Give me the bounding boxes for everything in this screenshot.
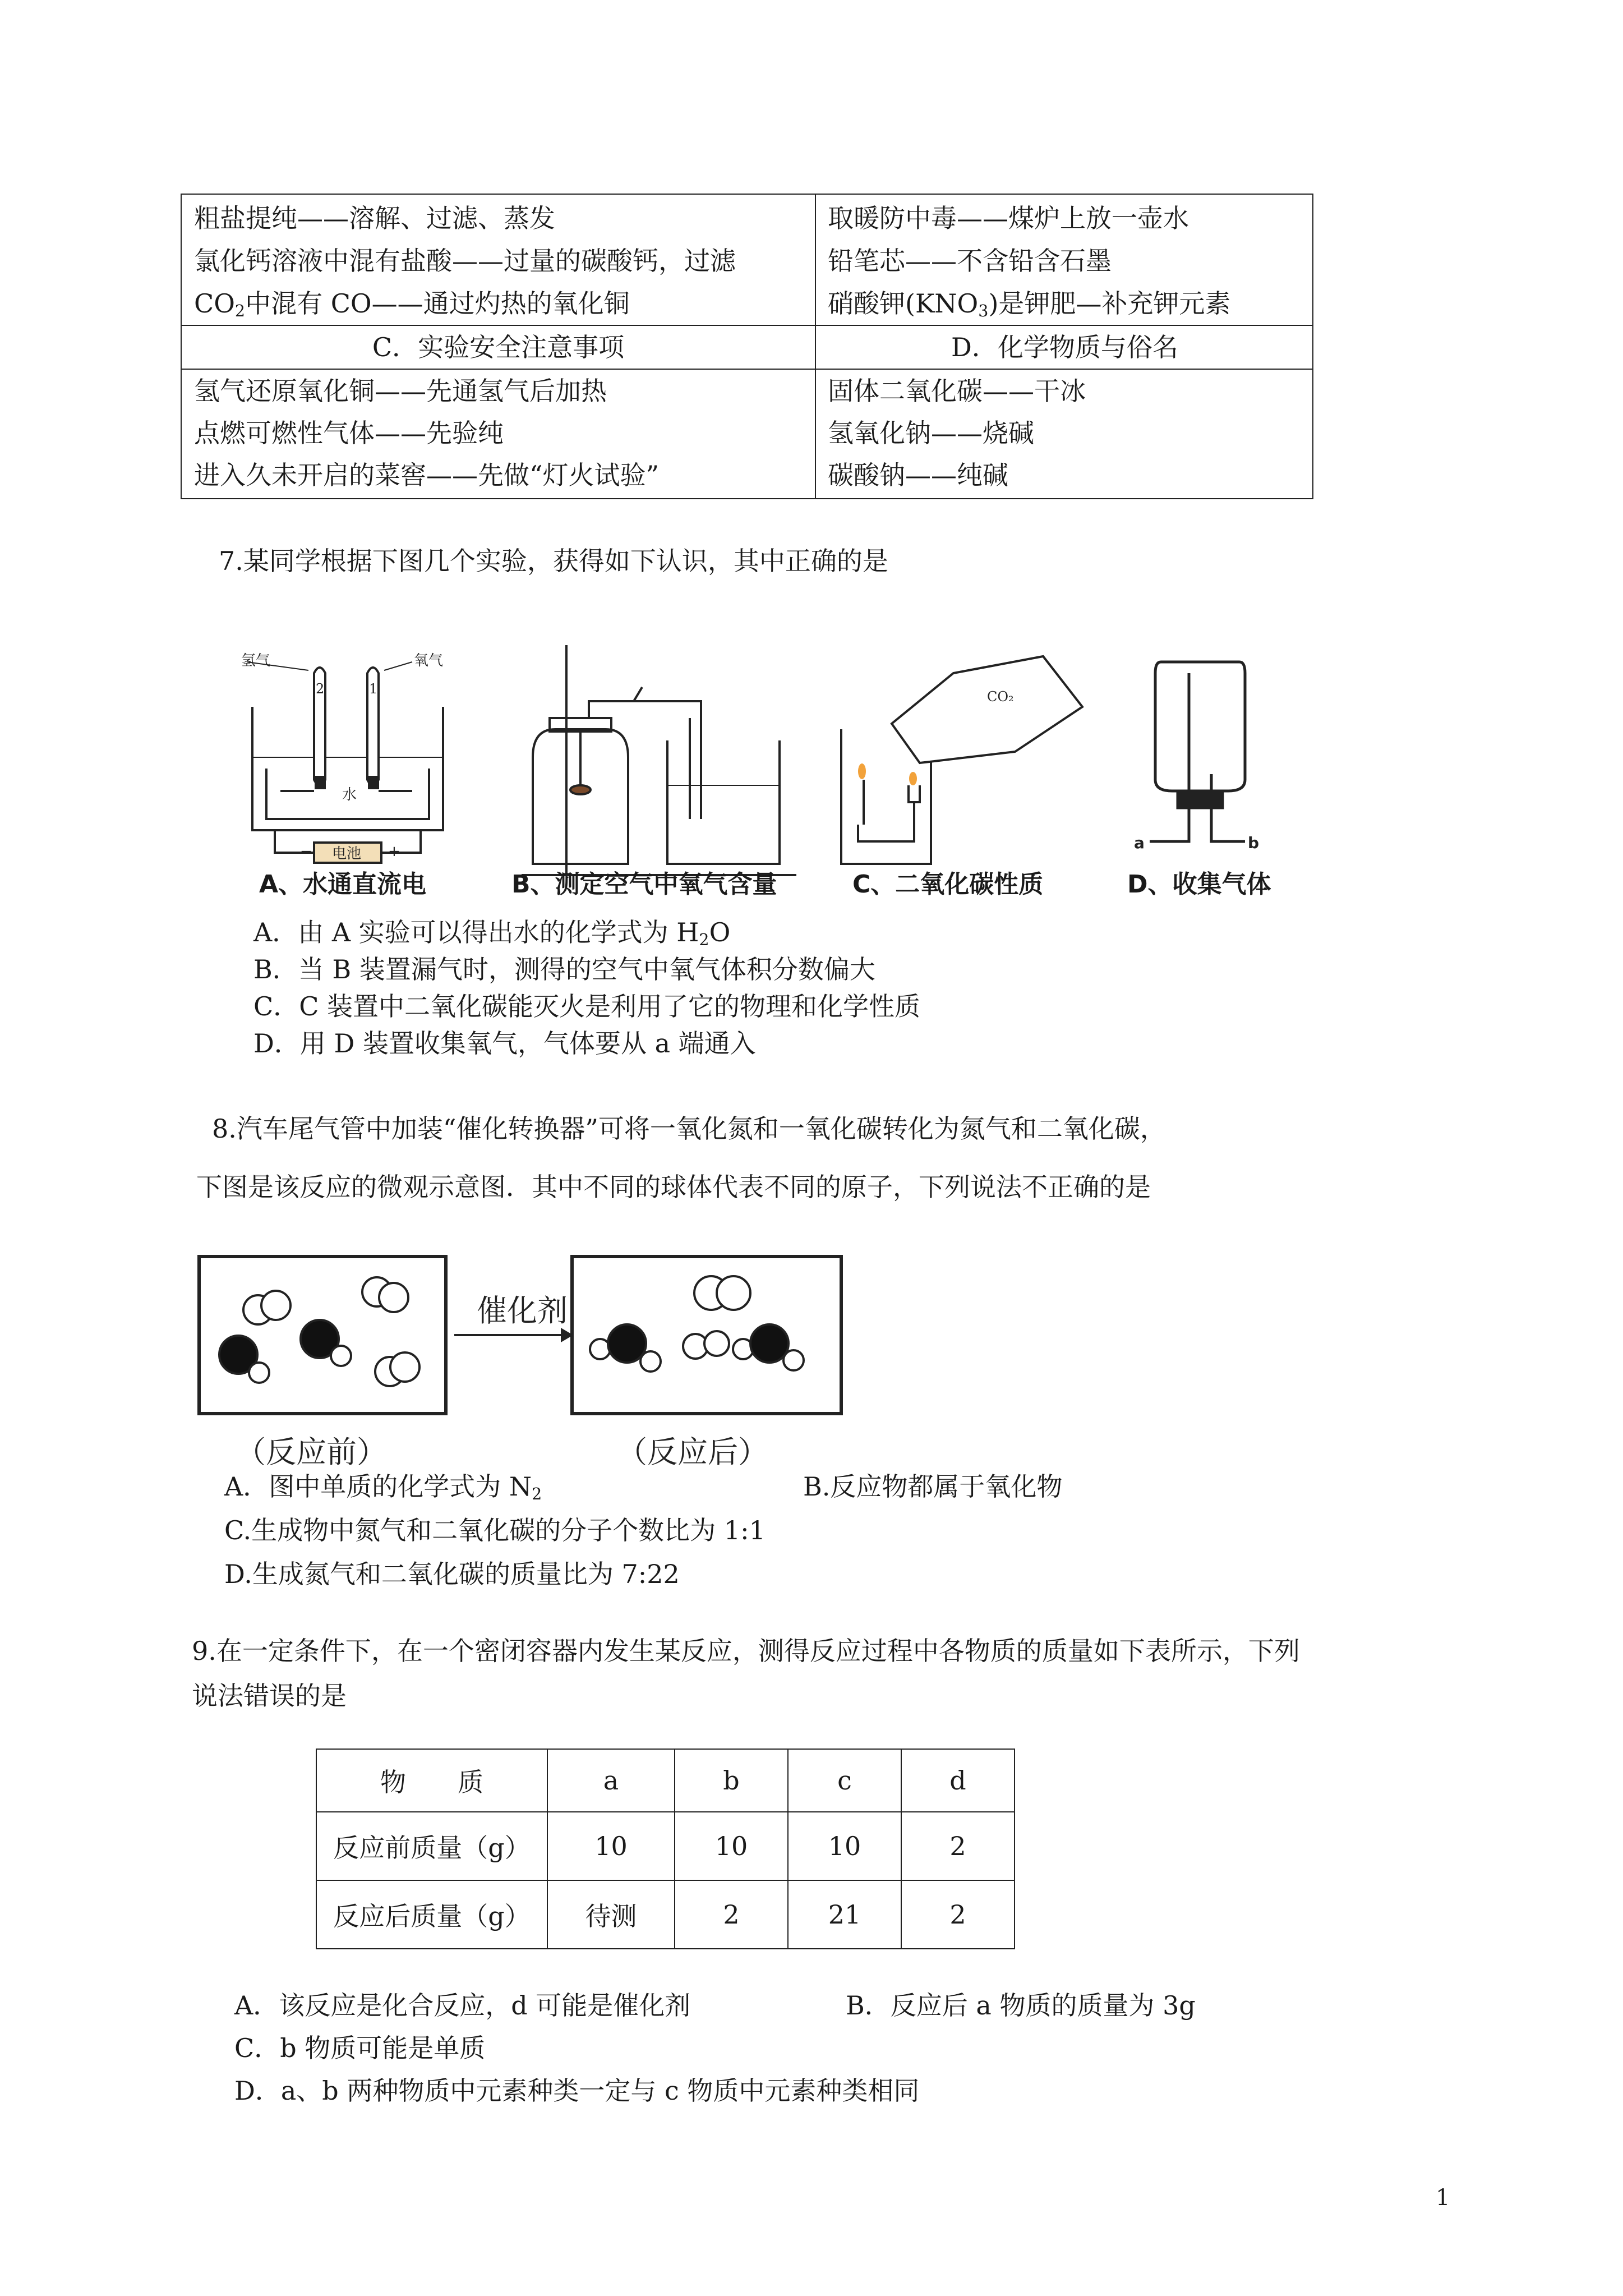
label-a: a: [1134, 834, 1145, 852]
page-number: 1: [1436, 2185, 1450, 2211]
table-cell-left-2: 氯化钙溶液中混有盐酸——过量的碳酸钙，过滤: [194, 246, 736, 276]
minus-sign: −: [300, 843, 312, 860]
plus-sign: +: [388, 843, 400, 860]
table-cell-c-2: 点燃可燃性气体——先验纯: [194, 418, 504, 448]
table-header-cell: b: [675, 1749, 788, 1812]
table-header-c: C．实验安全注意事项: [372, 332, 625, 362]
label-o2: 氧气: [414, 652, 444, 669]
table-cell-d-2: 氢氧化钠——烧碱: [828, 418, 1034, 448]
tube-label-2: 2: [316, 681, 325, 697]
table-cell-right-2: 铅笔芯——不含铅含石墨: [828, 246, 1112, 276]
oxygen-measure-apparatus: [522, 645, 796, 875]
q7-option-c: C．C 装置中二氧化碳能灭火是利用了它的物理和化学性质: [253, 991, 921, 1022]
gas-collection-bottle: [1150, 662, 1245, 841]
table-cell: 21: [788, 1880, 901, 1949]
molecules-after: [590, 1276, 804, 1372]
knowledge-table: [181, 194, 1313, 499]
table-cell-left-1: 粗盐提纯——溶解、过滤、蒸发: [194, 203, 555, 233]
catalyst-label: 催化剂: [477, 1293, 568, 1328]
q8-option-d: D.生成氮气和二氧化碳的质量比为 7:22: [224, 1559, 680, 1589]
table-header-cell: a: [547, 1749, 675, 1812]
label-b: b: [1248, 834, 1260, 852]
table-cell-c-1: 氢气还原氧化铜——先通氢气后加热: [194, 376, 607, 406]
tube-label-1: 1: [369, 681, 378, 697]
before-label: （反应前）: [236, 1434, 387, 1470]
q7-option-d: D．用 D 装置收集氧气，气体要从 a 端通入: [253, 1028, 756, 1059]
q7-figure: [241, 639, 1307, 898]
q9-option-b: B．反应后 a 物质的质量为 3g: [846, 1990, 1196, 2021]
fig-label-d: D、收集气体: [1127, 870, 1271, 899]
table-cell: 2: [901, 1880, 1015, 1949]
q9-option-a: A．该反应是化合反应，d 可能是催化剂: [234, 1990, 691, 2021]
table-cell: 2: [675, 1880, 788, 1949]
table-cell: 待测: [547, 1880, 675, 1949]
table-cell-right-1: 取暖防中毒——煤炉上放一壶水: [828, 203, 1189, 233]
electrolysis-apparatus: [247, 662, 443, 863]
table-header-row: [316, 1749, 1015, 1812]
table-header-cell: d: [901, 1749, 1015, 1812]
fig-label-a: A、水通直流电: [259, 870, 427, 899]
fig-label-c: C、二氧化碳性质: [852, 870, 1044, 899]
q7-option-a: A．由 A 实验可以得出水的化学式为 $H_2O$: [253, 917, 731, 950]
q8-stem-line1: 8.汽车尾气管中加装“催化转换器”可将一氧化氮和一氧化碳转化为氮气和二氧化碳，: [212, 1114, 1166, 1144]
label-co2: CO₂: [987, 689, 1014, 705]
q9-stem-line1: 9.在一定条件下，在一个密闭容器内发生某反应，测得反应过程中各物质的质量如下表所示，下列: [192, 1636, 1300, 1666]
table-cell: 10: [675, 1812, 788, 1880]
table-header-cell: c: [788, 1749, 901, 1812]
q8-option-b: B.反应物都属于氧化物: [803, 1471, 1063, 1502]
mass-table: [316, 1749, 1015, 1949]
q8-figure: [196, 1254, 847, 1484]
table-cell-left-3: $CO_2$中混有 CO——通过灼热的氧化铜: [194, 288, 630, 321]
q7-option-b: B．当 B 装置漏气时，测得的空气中氧气体积分数偏大: [253, 954, 875, 984]
table-cell: 10: [788, 1812, 901, 1880]
table-cell: 反应后质量（g）: [316, 1880, 547, 1949]
after-label: （反应后）: [617, 1434, 768, 1470]
q9-option-c: C．b 物质可能是单质: [234, 2033, 486, 2063]
q8-option-a: A．图中单质的化学式为 $N_2$: [224, 1471, 542, 1504]
table-header-d: D．化学物质与俗名: [951, 332, 1178, 362]
table-cell: 反应前质量（g）: [316, 1812, 547, 1880]
table-cell-d-1: 固体二氧化碳——干冰: [828, 376, 1086, 406]
label-water: 水: [342, 786, 357, 803]
table-cell: 10: [547, 1812, 675, 1880]
fig-label-b: B、测定空气中氧气含量: [511, 870, 777, 899]
table-cell-d-3: 碳酸钠——纯碱: [828, 460, 1008, 490]
table-cell-right-3: 硝酸钾$(KNO_3)$是钾肥—补充钾元素: [828, 288, 1231, 321]
q9-option-d: D．a、b 两种物质中元素种类一定与 c 物质中元素种类相同: [234, 2076, 920, 2106]
q7-stem: 7.某同学根据下图几个实验，获得如下认识，其中正确的是: [219, 546, 888, 576]
molecules-before: [219, 1277, 419, 1386]
q8-stem-line2: 下图是该反应的微观示意图．其中不同的球体代表不同的原子，下列说法不正确的是: [196, 1172, 1151, 1202]
label-h2: 氢气: [241, 652, 271, 669]
table-row: [316, 1812, 1015, 1880]
table-cell: 2: [901, 1812, 1015, 1880]
q9-stem-line2: 说法错误的是: [192, 1681, 347, 1711]
label-battery: 电池: [332, 845, 362, 862]
table-header-cell: 物 质: [316, 1749, 547, 1812]
co2-property-apparatus: [841, 656, 1082, 864]
q8-option-c: C.生成物中氮气和二氧化碳的分子个数比为 1:1: [224, 1515, 766, 1545]
table-cell-c-3: 进入久未开启的菜窖——先做“灯火试验”: [194, 460, 660, 490]
table-row: [316, 1880, 1015, 1949]
